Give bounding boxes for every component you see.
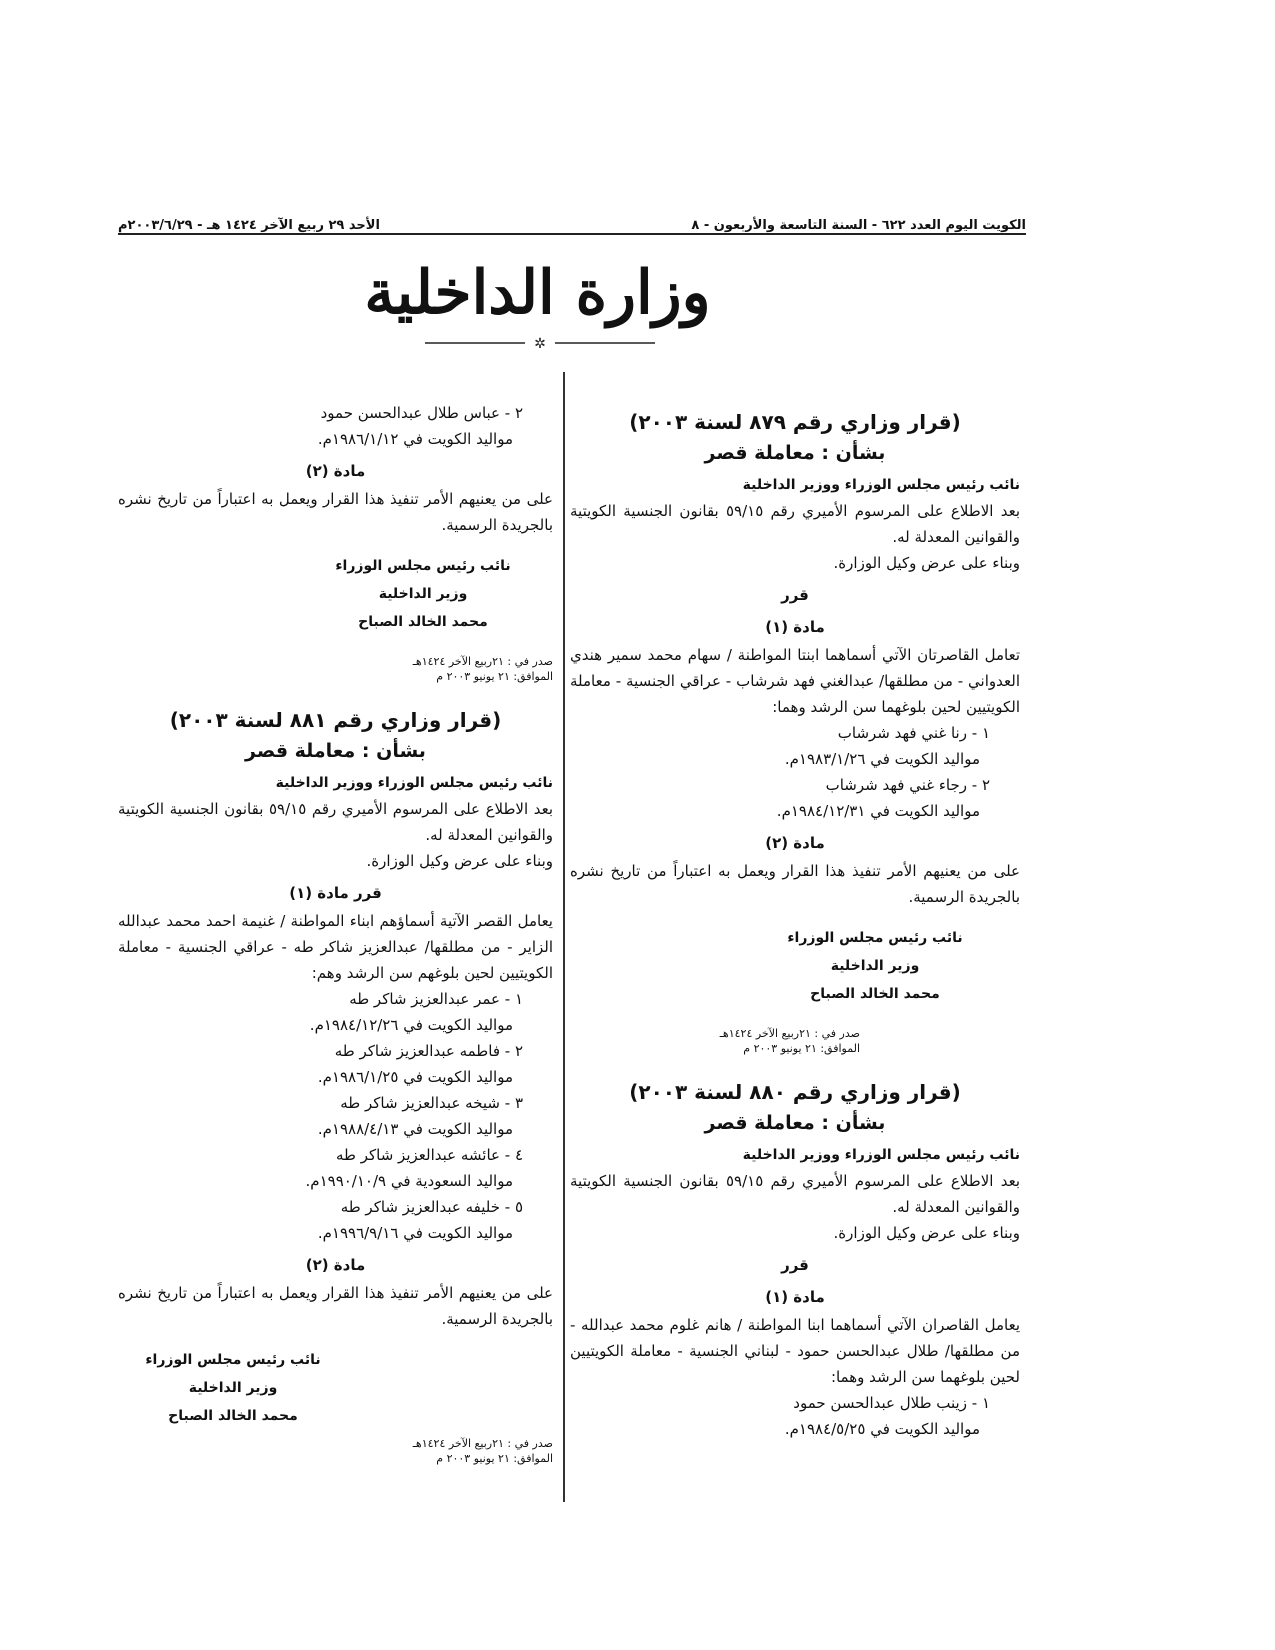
list-item-birth: مواليد الكويت في ١٩٨٦/١/٢٥م. (317, 1068, 513, 1086)
article-heading: مادة (١) (765, 618, 825, 636)
signature-line: نائب رئيس مجلس الوزراء (335, 558, 511, 574)
corresponding-date: الموافق: ٢١ يونيو ٢٠٠٣ م (743, 1042, 860, 1055)
column-divider (563, 372, 565, 1502)
list-item-birth: مواليد الكويت في ١٩٩٦/٩/١٦م. (317, 1224, 513, 1242)
signature-block (308, 552, 538, 636)
list-item-birth: مواليد السعودية في ١٩٩٠/١٠/٩م. (305, 1172, 513, 1190)
issued-date: صدر في : ٢١ربيع الآخر ١٤٢٤هـ (412, 1437, 553, 1450)
list-item-birth: مواليد الكويت في ١٩٨٤/١٢/٣١م. (776, 802, 980, 820)
corresponding-date: الموافق: ٢١ يونيو ٢٠٠٣ م (436, 1452, 553, 1465)
page-header (118, 207, 1026, 235)
list-item: ٢ - فاطمه عبدالعزيز شاكر طه (334, 1042, 523, 1060)
decided-heading: قرر (781, 586, 809, 604)
list-item: ١ - زينب طلال عبدالحسن حمود (793, 1394, 990, 1412)
decision-issuer: نائب رئيس مجلس الوزراء ووزير الداخلية (275, 775, 553, 791)
article-heading: مادة (١) (765, 1288, 825, 1306)
signature-line: نائب رئيس مجلس الوزراء (145, 1352, 321, 1368)
header-date: الأحد ٢٩ ربيع الآخر ١٤٢٤ هـ - ٢٠٠٣/٦/٢٩م (118, 218, 380, 233)
list-item-birth: مواليد الكويت في ١٩٨٣/١/٢٦م. (784, 750, 980, 768)
decision-title: (قرار وزاري رقم ٨٨٠ لسنة ٢٠٠٣) (629, 1080, 961, 1104)
issue-dates (650, 1026, 860, 1056)
signature-line: وزير الداخلية (188, 1380, 278, 1396)
header-issue-info: الكويت اليوم العدد ٦٢٢ - السنة التاسعة والأربعون - ٨ (691, 218, 1026, 233)
list-item: ٣ - شيخه عبدالعزيز شاكر طه (340, 1094, 523, 1112)
article-heading: قرر مادة (١) (289, 884, 382, 902)
signature-line: وزير الداخلية (830, 958, 920, 974)
preamble-text: بعد الاطلاع على المرسوم الأميري رقم ٥٩/١٥ بقانون الجنسية الكويتية والقوانين المعدلة له. (570, 502, 1020, 546)
article-text: على من يعنيهم الأمر تنفيذ هذا القرار ويعمل به اعتباراً من تاريخ نشره بالجريدة الرسمية. (118, 490, 553, 534)
issue-dates (343, 1436, 553, 1466)
list-item: ١ - رنا غني فهد شرشاب (837, 724, 990, 742)
decision-issuer: نائب رئيس مجلس الوزراء ووزير الداخلية (742, 477, 1020, 493)
article-text: على من يعنيهم الأمر تنفيذ هذا القرار ويعمل به اعتباراً من تاريخ نشره بالجريدة الرسمية. (118, 1284, 553, 1328)
signature-line: نائب رئيس مجلس الوزراء (787, 930, 963, 946)
article-heading: مادة (٢) (305, 462, 366, 480)
article-heading: مادة (٢) (305, 1256, 366, 1274)
signature-line: وزير الداخلية (378, 586, 468, 602)
signature-block (760, 924, 990, 1008)
decision-title: (قرار وزاري رقم ٨٨١ لسنة ٢٠٠٣) (169, 708, 502, 732)
article-text: تعامل القاصرتان الآتي أسماهما ابنتا المواطنة / سهام محمد سمير هندي العدواني - من مطلقها/ عبدالغني فهد شرشاب - عراقي الجنسية - معاملة الكويتيين لحين بلوغهما سن الرشد وهما: (570, 646, 1020, 716)
preamble-text: وبناء على عرض وكيل الوزارة. (833, 1224, 1020, 1242)
article-heading: مادة (٢) (765, 834, 825, 852)
list-item-birth: مواليد الكويت في ١٩٨٤/١٢/٢٦م. (309, 1016, 513, 1034)
issue-dates (343, 654, 553, 684)
spacer (118, 684, 553, 698)
decision-title: (قرار وزاري رقم ٨٧٩ لسنة ٢٠٠٣) (629, 410, 961, 434)
article-text: يعامل القاصران الآتي أسماهما ابنا المواطنة / هانم غلوم محمد عبدالله - من مطلقها/ طلال عبدالحسن حمود - لبناني الجنسية - معاملة الكويتيين لحين بلوغهما سن الرشد وهما: (570, 1316, 1020, 1386)
ornament-divider-icon (425, 335, 655, 351)
article-text: يعامل القصر الآتية أسماؤهم ابناء المواطنة / غنيمة احمد محمد عبدالله الزاير - من مطلقها/ عبدالعزيز شاكر طه - عراقي الجنسية - معاملة الكويتيين لحين بلوغهم سن الرشد وهم: (118, 912, 553, 982)
left-column (118, 400, 553, 1466)
decision-879 (570, 406, 1020, 1056)
signature-name: محمد الخالد الصباح (168, 1408, 298, 1424)
decision-subject: بشأن : معاملة قصر (704, 1112, 886, 1134)
list-item: ٢ - عباس طلال عبدالحسن حمود (320, 404, 523, 422)
preamble-text: بعد الاطلاع على المرسوم الأميري رقم ٥٩/١٥ بقانون الجنسية الكويتية والقوانين المعدلة له. (570, 1172, 1020, 1216)
corresponding-date: الموافق: ٢١ يونيو ٢٠٠٣ م (436, 670, 553, 683)
decision-subject: بشأن : معاملة قصر (704, 442, 886, 464)
signature-name: محمد الخالد الصباح (810, 986, 940, 1002)
preamble-text: وبناء على عرض وكيل الوزارة. (366, 852, 553, 870)
preamble-text: وبناء على عرض وكيل الوزارة. (833, 554, 1020, 572)
ministry-title: وزارة الداخلية (364, 258, 711, 328)
list-item-birth: مواليد الكويت في ١٩٨٤/٥/٢٥م. (784, 1420, 980, 1438)
spacer (570, 1056, 1020, 1070)
list-item: ٥ - خليفه عبدالعزيز شاكر طه (340, 1198, 523, 1216)
decision-881 (118, 704, 553, 1466)
closing-row (118, 1332, 553, 1430)
issued-date: صدر في : ٢١ربيع الآخر ١٤٢٤هـ (719, 1027, 860, 1040)
list-item: ٢ - رجاء غني فهد شرشاب (825, 776, 990, 794)
signature-name: محمد الخالد الصباح (358, 614, 488, 630)
decision-subject: بشأن : معاملة قصر (245, 740, 426, 762)
decision-issuer: نائب رئيس مجلس الوزراء ووزير الداخلية (742, 1147, 1020, 1163)
signature-block (118, 1346, 348, 1430)
list-item: ٤ - عائشه عبدالعزيز شاكر طه (335, 1146, 523, 1164)
right-column (570, 400, 1020, 1442)
decision-880 (570, 1076, 1020, 1442)
decision-880-continued (118, 400, 553, 684)
preamble-text: بعد الاطلاع على المرسوم الأميري رقم ٥٩/١٥ بقانون الجنسية الكويتية والقوانين المعدلة له. (118, 800, 553, 844)
issued-date: صدر في : ٢١ربيع الآخر ١٤٢٤هـ (412, 655, 553, 668)
list-item-birth: مواليد الكويت في ١٩٨٨/٤/١٣م. (317, 1120, 513, 1138)
svg-text:✲: ✲ (534, 336, 546, 351)
list-item-birth: مواليد الكويت في ١٩٨٦/١/١٢م. (317, 430, 513, 448)
decided-heading: قرر (781, 1256, 809, 1274)
article-text: على من يعنيهم الأمر تنفيذ هذا القرار ويعمل به اعتباراً من تاريخ نشره بالجريدة الرسمية. (570, 862, 1020, 906)
list-item: ١ - عمر عبدالعزيز شاكر طه (349, 990, 523, 1008)
